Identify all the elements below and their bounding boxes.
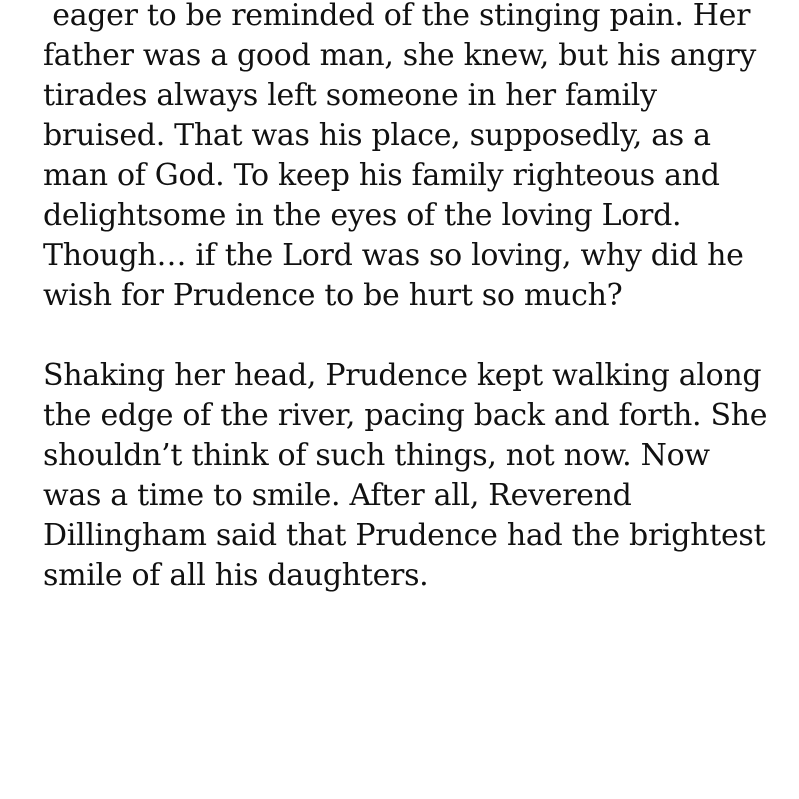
text-line: Dillingham said that Prudence had the brightest [43,518,766,553]
text-line: father was a good man, she knew, but his angry [43,38,757,73]
text-line: Though… if the Lord was so loving, why did he [43,238,744,273]
text-line: wish for Prudence to be hurt so much? [43,278,623,313]
text-line: tirades always left someone in her family [43,78,657,113]
paragraph-2 [43,356,783,596]
text-line: delightsome in the eyes of the loving Lord. [43,198,682,233]
text-line: the edge of the river, pacing back and forth. She [43,398,768,433]
text-line: bruised. That was his place, supposedly, as a [43,118,711,153]
paragraph-1 [43,0,783,316]
text-line: eager to be reminded of the stinging pain. Her [43,0,751,33]
text-line: shouldn’t think of such things, not now. Now [43,438,710,473]
story-text [43,0,783,596]
text-line: Shaking her head, Prudence kept walking along [43,358,762,393]
paragraph-gap [43,316,783,356]
text-line: smile of all his daughters. [43,558,429,593]
text-line: was a time to smile. After all, Reverend [43,478,632,513]
text-line: man of God. To keep his family righteous and [43,158,720,193]
